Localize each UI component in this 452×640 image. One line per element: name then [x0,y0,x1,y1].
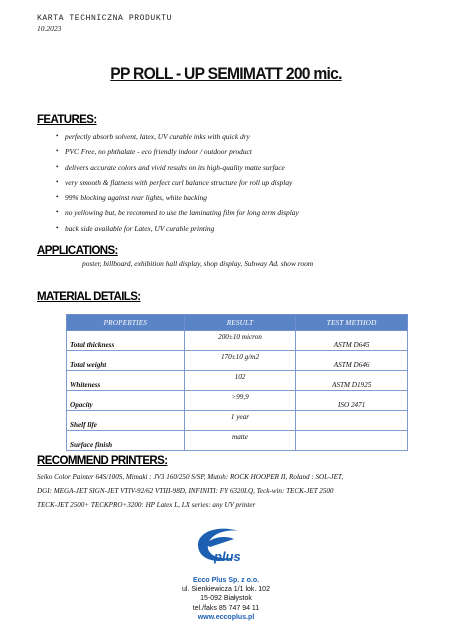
table-header-row [67,315,408,331]
property-cell: Whiteness [67,371,185,391]
column-header-result: RESULT [184,315,296,331]
table-row [67,351,408,371]
printers-line: TECK-JET 2500+ TECKPRO+3200: HP Latex L, LX series: any UV printer [37,501,256,509]
material-details-heading: MATERIAL DETAILS: [37,291,141,303]
table-row [67,371,408,391]
feature-item: • perfectly absorb solvent, latex, UV curable inks with quick dry [65,129,299,144]
company-footer [0,576,452,622]
table-row [67,331,408,351]
bullet-icon: • [56,162,59,171]
column-header-test-method: TEST METHOD [296,315,408,331]
property-cell: Shelf life [67,411,185,431]
ecco-plus-logo [190,523,260,567]
test-method-cell: ASTM D645 [296,331,408,351]
column-header-properties: PROPERTIES [67,315,185,331]
property-cell: Total weight [67,351,185,371]
company-address-line2: 15-092 Białystok [200,595,252,603]
table-row [67,411,408,431]
printers-line: DGI: MEGA-JET SIGN-JET VTIV-92/62 VTIII-98D, INFINITI: FY 6320LQ, Teck-win: TECK-JET 2500 [37,487,334,495]
table-row [67,431,408,451]
logo-wordmark: plus [214,549,241,564]
test-method-cell: ISO 2471 [296,391,408,411]
feature-item: • 99% blocking against rear lights, white backing [65,190,299,205]
table-row [67,391,408,411]
feature-item: • very smooth & flatness with perfect curl balance structure for roll up display [65,175,299,190]
recommend-printers-text [37,470,422,512]
result-cell: 170±10 g/m2 [184,351,296,371]
test-method-cell [296,431,408,451]
printers-line: Seiko Color Painter 64S/100S, Mimaki : JV3 160/250 S/SP, Mutoh: ROCK HOOPER II, Roland : SOL-JET, [37,473,344,481]
result-cell: 1 year [184,411,296,431]
test-method-cell: ASTM D1925 [296,371,408,391]
test-method-cell [296,411,408,431]
company-website-link[interactable]: www.eccoplus.pl [197,613,255,621]
bullet-icon: • [56,132,59,140]
bullet-icon: • [56,193,59,202]
result-cell: 200±10 micron [184,331,296,351]
product-title: PP ROLL - UP SEMIMATT 200 mic. [110,64,342,83]
recommend-printers-heading: RECOMMEND PRINTERS: [37,455,168,467]
feature-item: • PVC Free, no phthalate - eco friendly indoor / outdoor product [65,144,299,159]
feature-item: • back side available for Latex, UV curable printing [65,221,299,236]
features-list [56,129,299,236]
bullet-icon: • [56,208,59,217]
features-heading: FEATURES: [37,114,97,126]
feature-item: • delivers accurate colors and vivid results on its high-quality matte surface [65,160,299,175]
document-date: 10.2023 [37,24,62,33]
property-cell: Total thickness [67,331,185,351]
feature-item: • no yellowing but, be recommed to use the laminating film for long term display [65,205,299,220]
bullet-icon: • [56,177,59,186]
applications-heading: APPLICATIONS: [37,245,118,257]
company-address-line1: ul. Sienkiewicza 1/1 lok. 102 [182,586,270,594]
material-details-table [66,314,408,451]
applications-text: poster, billboard, exhibition hall display, shop display, Subway Ad. show room [82,259,314,268]
bullet-icon: • [56,223,59,232]
result-cell: matte [184,431,296,451]
document-type-label: KARTA TECHNICZNA PRODUKTU [37,14,173,23]
test-method-cell: ASTM D646 [296,351,408,371]
property-cell: Opacity [67,391,185,411]
property-cell: Surface finish [67,431,185,451]
result-cell: >99,9 [184,391,296,411]
company-name: Ecco Plus Sp. z o.o. [192,577,260,584]
company-phone: tel./faks 85 747 94 11 [192,604,260,612]
bullet-icon: • [56,147,59,156]
result-cell: 102 [184,371,296,391]
